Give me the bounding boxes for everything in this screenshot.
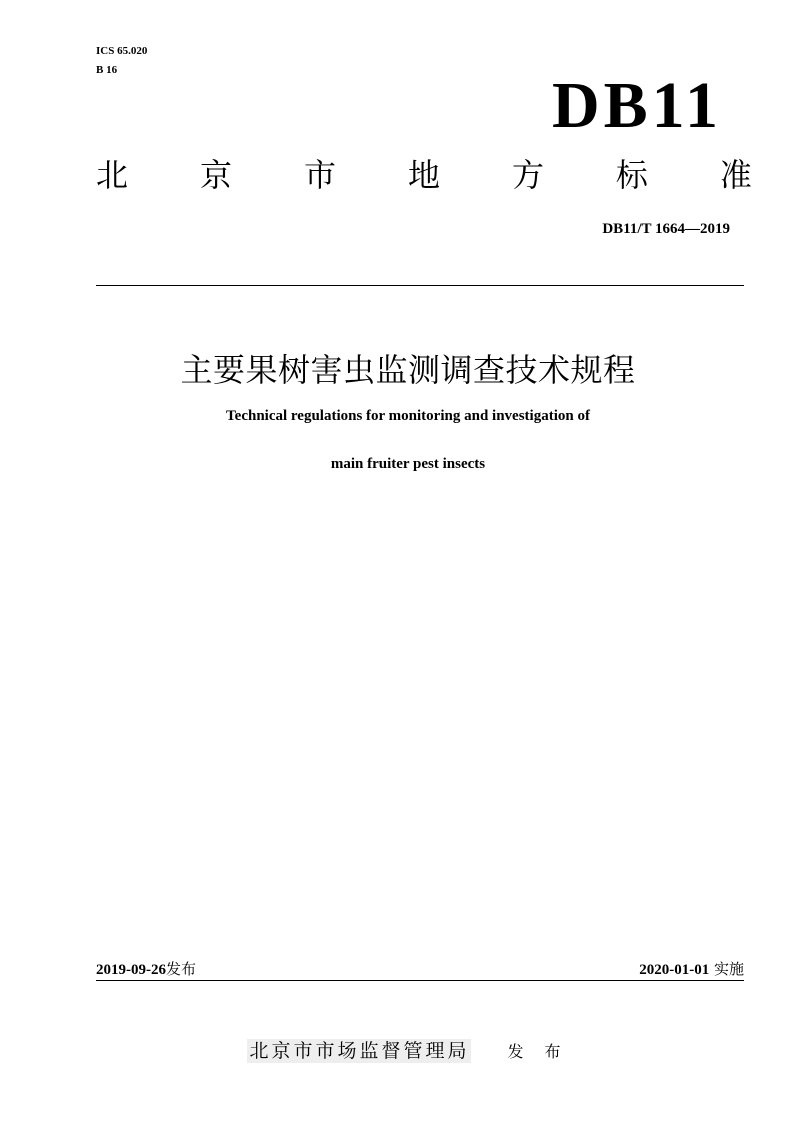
document-title-english-line1: Technical regulations for monitoring and investigation of (226, 408, 590, 424)
standard-type-char: 准 (719, 156, 752, 194)
implement-date: 2020-01-01 (639, 962, 710, 978)
ics-code: ICS 65.020 (96, 45, 148, 57)
standard-prefix: DB11 (551, 69, 722, 142)
document-title-chinese: 主要果树害虫监测调查技术规程 (180, 351, 636, 389)
header-divider (96, 285, 744, 286)
standard-type-char: 京 (199, 156, 232, 194)
standard-type-char: 市 (303, 156, 336, 194)
ccs-code: B 16 (96, 64, 118, 76)
footer-divider (96, 980, 744, 981)
document-title-english-line2: main fruiter pest insects (330, 456, 486, 472)
issue-action: 发 布 (507, 1042, 569, 1061)
implement-label: 实施 (713, 960, 744, 978)
implement-date-block (639, 958, 744, 981)
standard-number: DB11/T 1664—2019 (602, 221, 730, 237)
publish-date-block (96, 958, 196, 981)
publish-date: 2019-09-26 (96, 962, 166, 978)
standard-type-char: 北 (96, 156, 129, 194)
issuer-row (0, 1036, 800, 1067)
standard-type-char: 方 (511, 156, 544, 194)
standard-type (96, 155, 752, 195)
issuing-organization: 北京市市场监督管理局 (249, 1040, 470, 1062)
publish-label: 发布 (166, 960, 197, 978)
classification-codes (96, 42, 147, 80)
date-row (96, 958, 744, 980)
standard-type-char: 地 (407, 156, 440, 194)
standard-type-char: 标 (615, 156, 648, 194)
